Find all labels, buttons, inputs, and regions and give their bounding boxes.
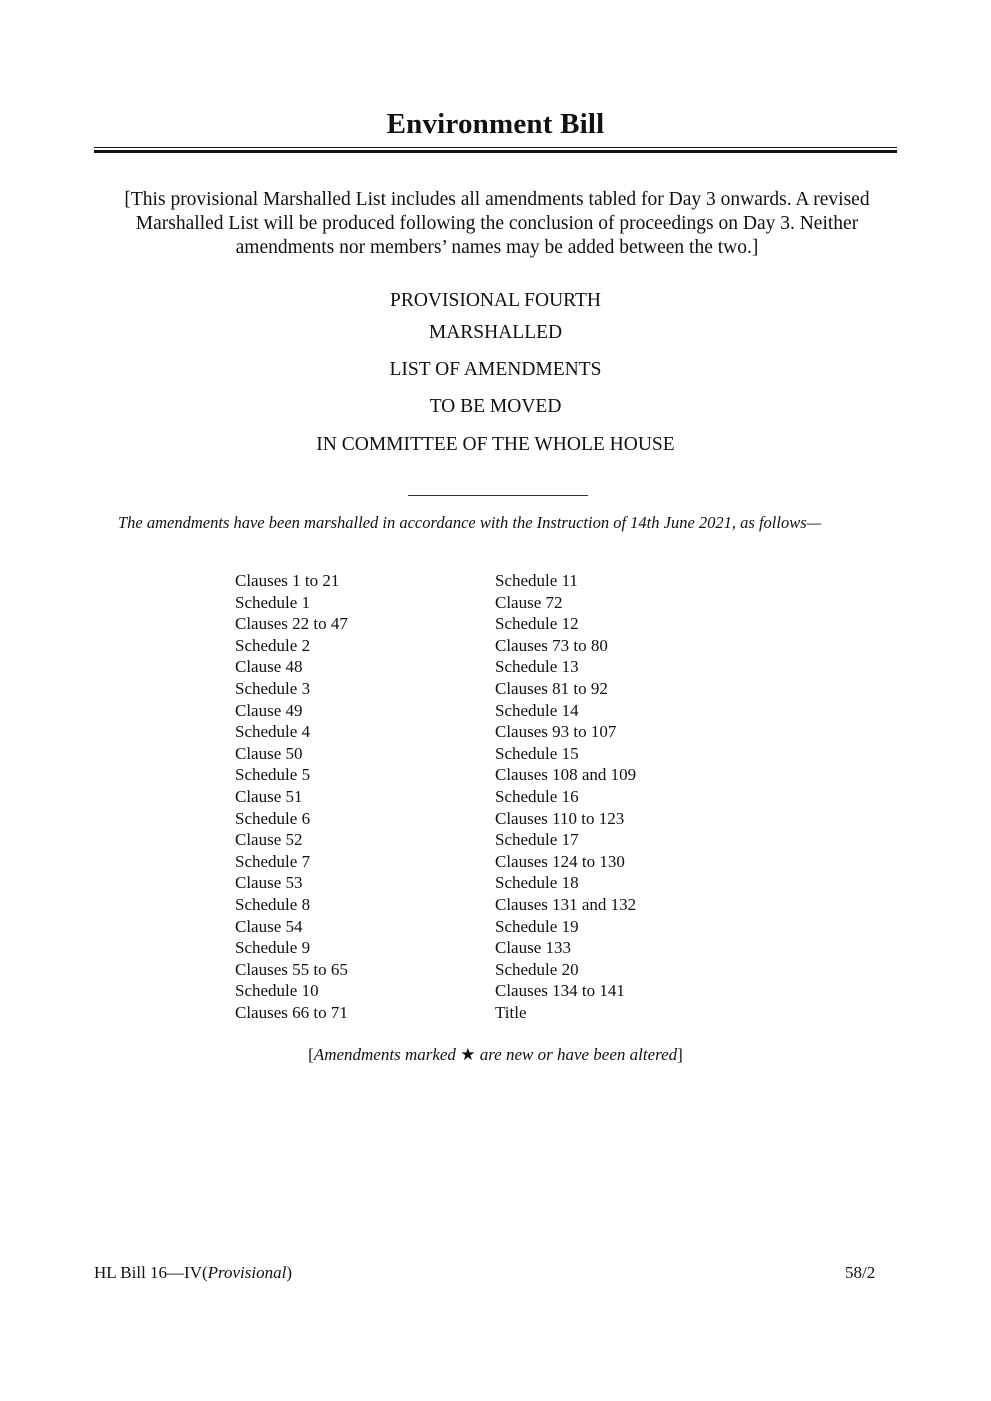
order-list-item: Clause 48 bbox=[235, 657, 303, 677]
order-list-item: Schedule 3 bbox=[235, 678, 311, 698]
order-list-item: Clauses 110 to 123 bbox=[495, 808, 625, 828]
order-list-item: Clauses 93 to 107 bbox=[495, 722, 617, 742]
order-list-item: Clause 52 bbox=[235, 830, 303, 850]
star-icon: ★ bbox=[460, 1045, 476, 1064]
heading-line-1: PROVISIONAL FOURTH bbox=[390, 290, 601, 311]
intro-paragraph bbox=[93, 512, 897, 534]
order-list-item: Schedule 6 bbox=[235, 808, 311, 828]
order-list-item: Clauses 134 to 141 bbox=[495, 981, 625, 1001]
order-list-item: Schedule 17 bbox=[495, 830, 579, 850]
title-rule-thick bbox=[94, 150, 897, 153]
order-list-item: Clause 49 bbox=[235, 700, 303, 720]
order-list-item: Schedule 14 bbox=[495, 700, 579, 720]
footer-page-reference: 58/2 bbox=[845, 1263, 876, 1282]
title-rule-thin bbox=[94, 147, 897, 148]
order-list-item: Clauses 108 and 109 bbox=[495, 765, 637, 785]
order-list-item: Schedule 13 bbox=[495, 657, 579, 677]
order-list-item: Clause 133 bbox=[495, 938, 572, 958]
heading-line-4: TO BE MOVED bbox=[429, 396, 562, 417]
order-list-item: Clause 50 bbox=[235, 743, 303, 763]
order-list-item: Schedule 2 bbox=[235, 635, 311, 655]
order-list-item: Schedule 7 bbox=[235, 851, 311, 871]
heading-line-3: LIST OF AMENDMENTS bbox=[389, 359, 602, 380]
order-list-item: Schedule 15 bbox=[495, 743, 579, 763]
order-list-item: Clauses 22 to 47 bbox=[235, 614, 348, 634]
order-list-item: Schedule 10 bbox=[235, 981, 319, 1001]
order-list-item: Title bbox=[495, 1002, 527, 1022]
order-list-item: Schedule 18 bbox=[495, 873, 579, 893]
order-list-item: Clauses 131 and 132 bbox=[495, 894, 637, 914]
order-list-item: Schedule 12 bbox=[495, 614, 579, 634]
order-list-right bbox=[495, 570, 636, 1023]
order-list-item: Schedule 20 bbox=[495, 959, 579, 979]
footer-bill-reference: HL Bill 16—IV(Provisional) bbox=[94, 1263, 293, 1282]
order-list-item: Schedule 1 bbox=[235, 592, 311, 612]
order-list-item: Clauses 124 to 130 bbox=[495, 851, 625, 871]
order-list-item: Schedule 5 bbox=[235, 765, 311, 785]
heading-line-5: IN COMMITTEE OF THE WHOLE HOUSE bbox=[316, 434, 675, 455]
order-list-item: Clauses 73 to 80 bbox=[495, 635, 608, 655]
order-list-item: Clauses 1 to 21 bbox=[235, 571, 340, 590]
order-list-item: Clause 72 bbox=[495, 592, 563, 612]
order-list-item: Schedule 19 bbox=[495, 916, 579, 936]
order-list-item: Clause 51 bbox=[235, 786, 303, 806]
order-list-item: Clauses 55 to 65 bbox=[235, 959, 348, 979]
order-list-item: Clauses 66 to 71 bbox=[235, 1002, 348, 1022]
heading-line-2: MARSHALLED bbox=[428, 322, 563, 343]
intro-text: The amendments have been marshalled in accordance with the Instruction of 14th June 2021, as follows— bbox=[118, 513, 822, 532]
order-list-item: Schedule 9 bbox=[235, 938, 311, 958]
order-list-item: Schedule 16 bbox=[495, 786, 579, 806]
order-list-item: Clause 54 bbox=[235, 916, 303, 936]
order-list-item: Schedule 11 bbox=[495, 571, 578, 590]
order-list-item: Schedule 4 bbox=[235, 722, 311, 742]
provisional-notice: [This provisional Marshalled List includes all amendments tabled for Day 3 onwards. A revised Marshalled List will be produced following the conclusion of proceedings on Day 3. Neither amendments nor members’ names may be added between the two.] bbox=[124, 189, 870, 258]
order-list-item: Clause 53 bbox=[235, 873, 303, 893]
order-list-left bbox=[235, 570, 348, 1023]
document-title: Environment Bill bbox=[386, 108, 605, 140]
section-divider bbox=[408, 495, 588, 496]
star-note: [Amendments marked ★ are new or have been altered] bbox=[308, 1045, 683, 1064]
order-list-item: Schedule 8 bbox=[235, 894, 311, 914]
order-list-item: Clauses 81 to 92 bbox=[495, 678, 608, 698]
